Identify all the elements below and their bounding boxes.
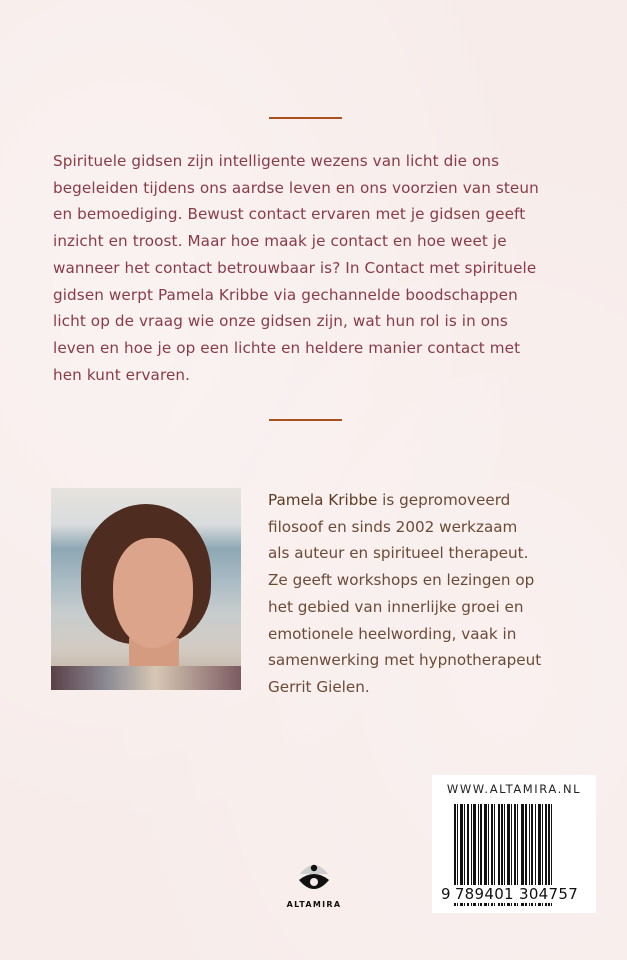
isbn-barcode	[432, 775, 596, 913]
publisher-name: ALTAMIRA	[286, 900, 342, 909]
bio-line: het gebied van innerlijke groei en	[268, 597, 524, 616]
top-divider	[269, 117, 342, 119]
blurb-line: hen kunt ervaren.	[53, 365, 191, 384]
photo-shirt	[51, 666, 241, 690]
photo-face	[113, 538, 193, 648]
blurb-line: wanneer het contact betrouwbaar is? In Contact met spirituele	[53, 258, 537, 277]
blurb-line: Spirituele gidsen zijn intelligente wezens van licht die ons	[53, 152, 500, 170]
author-photo	[51, 488, 241, 690]
author-bio	[268, 487, 608, 701]
blurb-line: en bemoediging. Bewust contact ervaren met je gidsen geeft	[53, 205, 526, 224]
isbn-first-digit: 9	[441, 885, 454, 903]
bio-line: emotionele heelwording, vaak in	[268, 624, 517, 643]
publisher-url: WWW.ALTAMIRA.NL	[446, 782, 582, 796]
blurb-line: leven en hoe je op een lichte en heldere manier contact met	[53, 338, 521, 357]
publisher-logo	[284, 858, 344, 908]
middle-divider	[269, 419, 342, 421]
isbn-number	[441, 885, 579, 903]
bio-line: als auteur en spiritueel therapeut.	[268, 544, 529, 563]
bio-line: Gerrit Gielen.	[268, 677, 370, 696]
bio-line: samenwerking met hypnotherapeut	[268, 651, 542, 670]
back-cover-blurb	[53, 148, 593, 388]
bio-first-line-rest: is gepromoveerd	[377, 491, 511, 509]
blurb-line: licht op de vraag wie onze gidsen zijn, wat hun rol is in ons	[53, 312, 508, 331]
eye-logo-icon	[284, 858, 344, 898]
bio-line: Ze geeft workshops en lezingen op	[268, 571, 535, 590]
blurb-line: gidsen werpt Pamela Kribbe via gechannelde boodschappen	[53, 285, 518, 304]
isbn-digits: 789401 304757	[454, 885, 579, 903]
author-name: Pamela Kribbe	[268, 491, 378, 509]
blurb-line: inzicht en troost. Maar hoe maak je contact en hoe weet je	[53, 232, 507, 251]
blurb-line: begeleiden tijdens ons aardse leven en ons voorzien van steun	[53, 178, 539, 197]
bio-line: filosoof en sinds 2002 werkzaam	[268, 517, 518, 536]
bio-line	[268, 487, 608, 514]
